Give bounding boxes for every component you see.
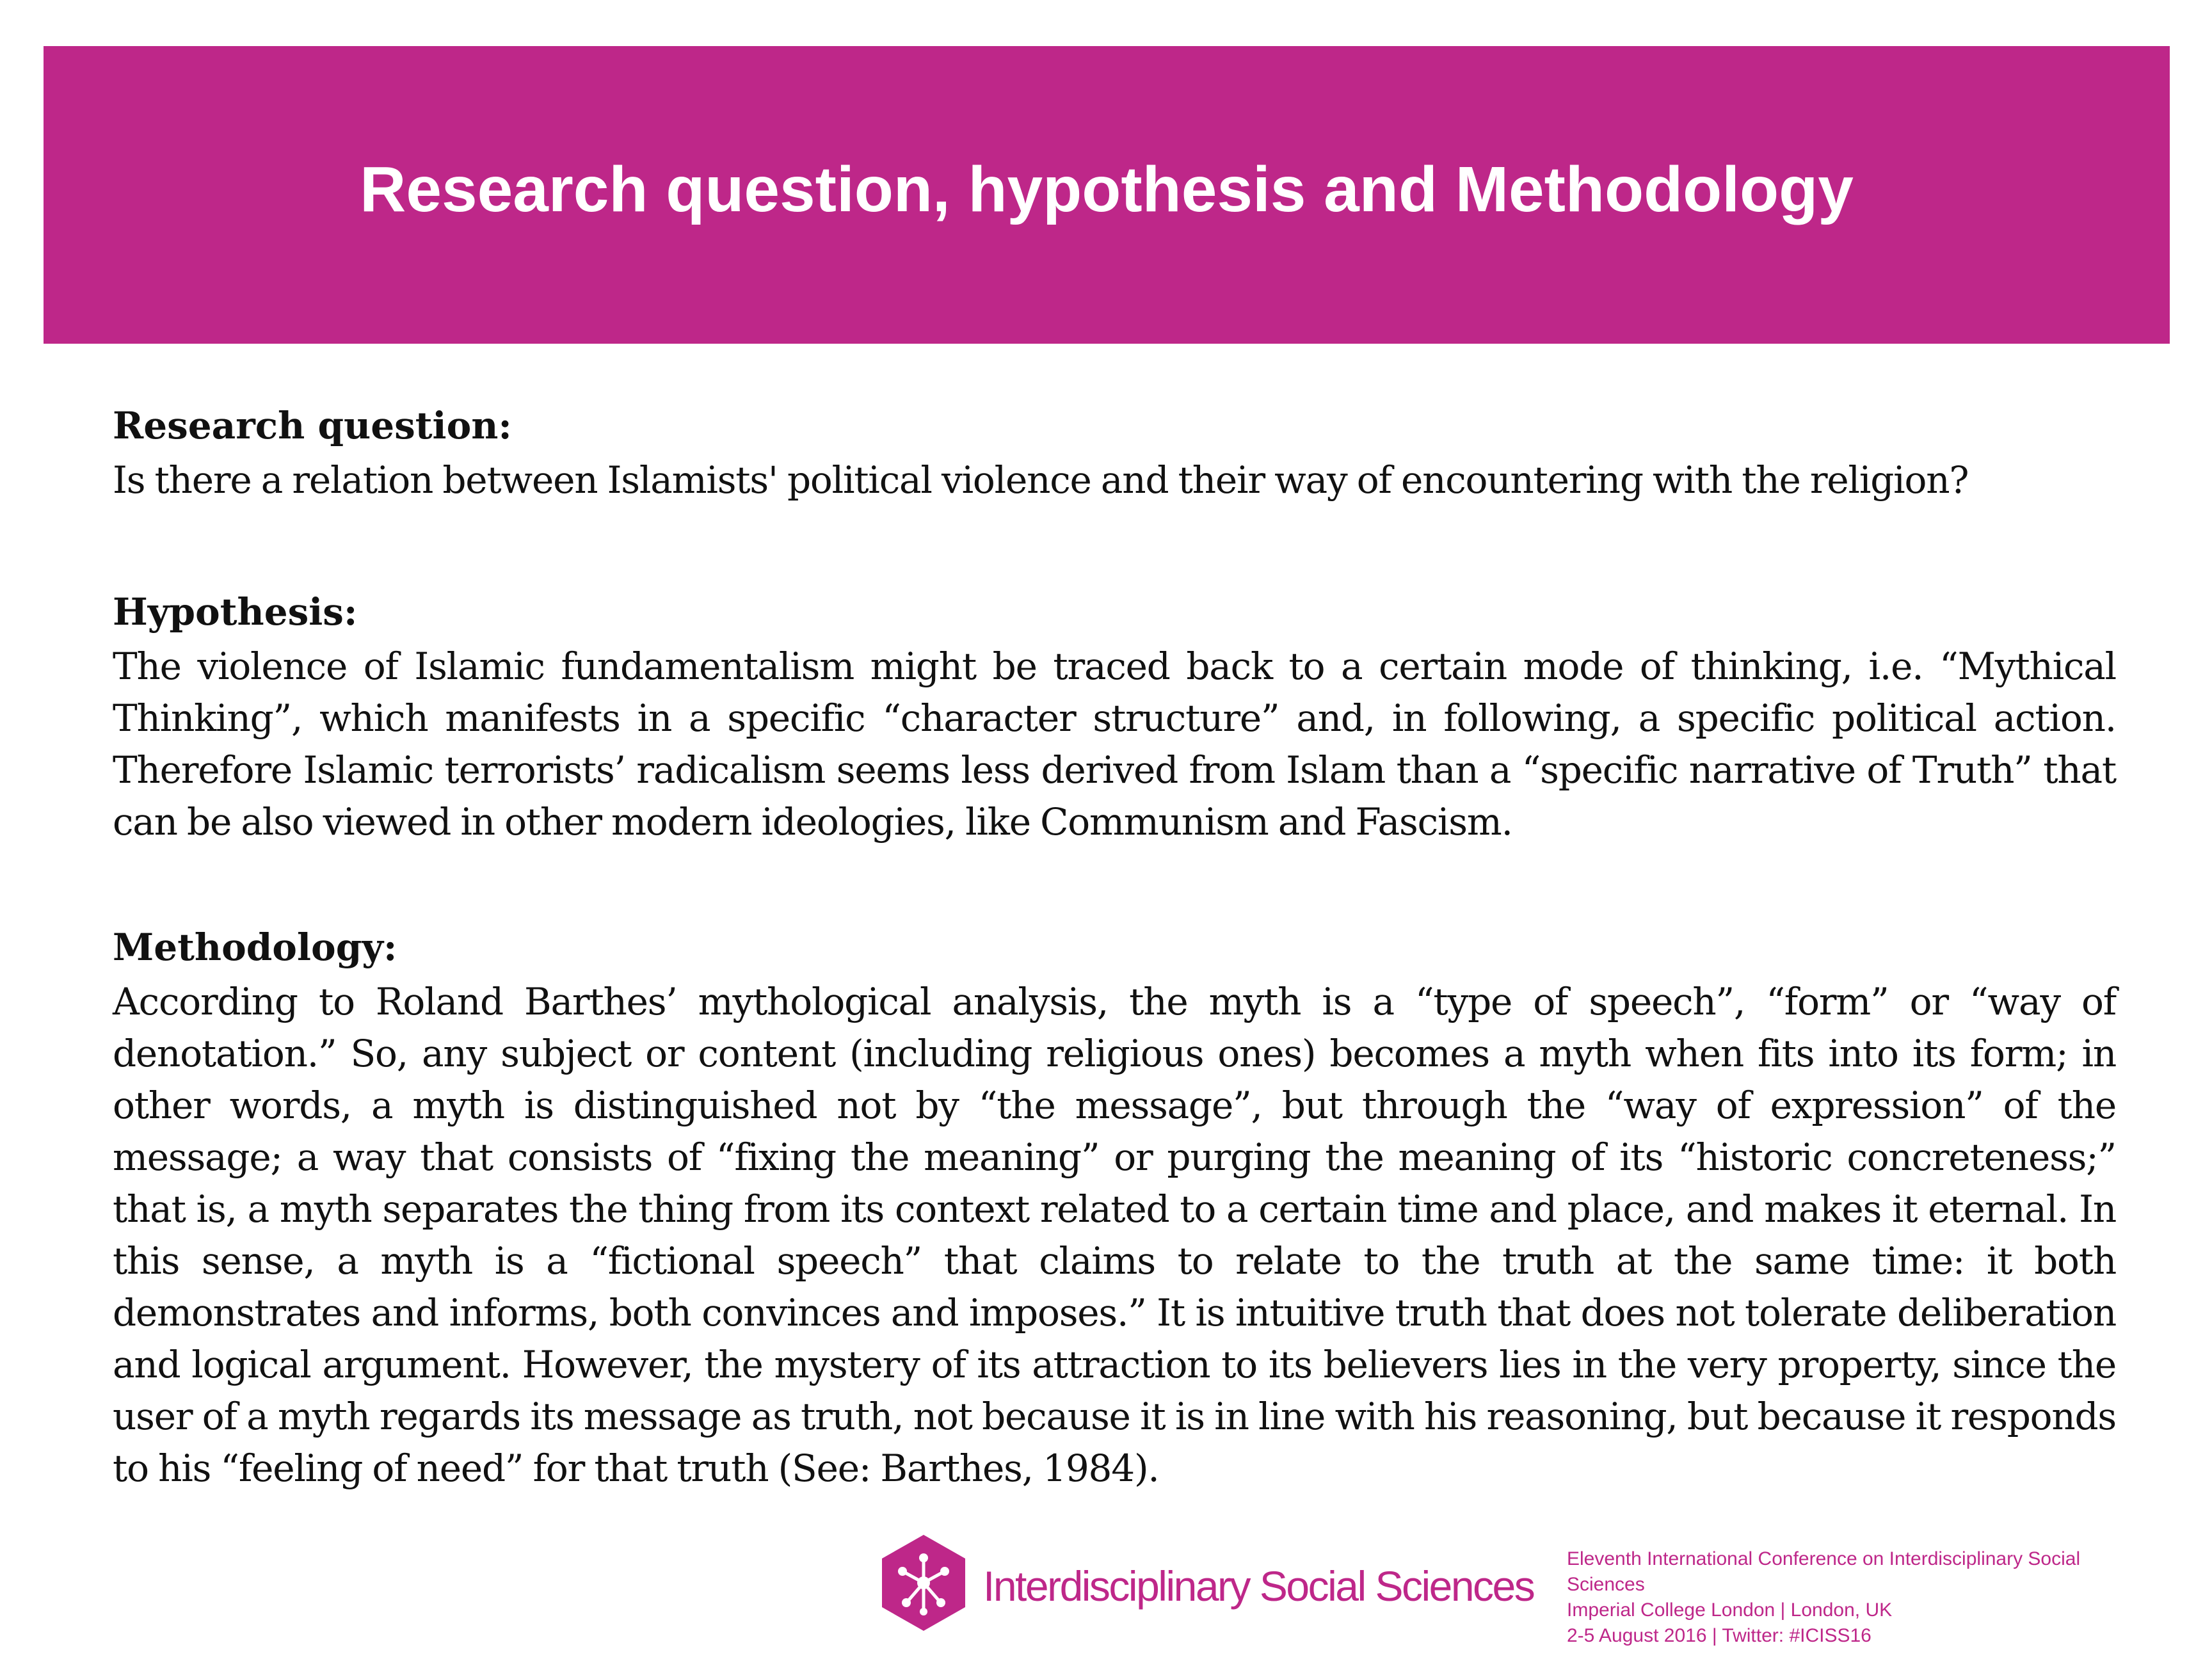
conference-info bbox=[1567, 1546, 2143, 1649]
network-hexagon-icon bbox=[882, 1535, 965, 1631]
research-question-heading: Research question: bbox=[113, 404, 512, 447]
hypothesis-heading: Hypothesis: bbox=[113, 590, 358, 634]
conference-dates: 2-5 August 2016 | Twitter: #ICISS16 bbox=[1567, 1625, 1871, 1646]
conference-title-line1: Eleventh International Conference on Interdisciplinary Social bbox=[1567, 1548, 2081, 1569]
slide-content bbox=[113, 397, 2116, 1495]
slide-title: Research question, hypothesis and Methodology bbox=[360, 154, 1854, 225]
methodology-section bbox=[113, 918, 2116, 1495]
research-question-section bbox=[113, 397, 2116, 506]
logo-text: Interdisciplinary Social Sciences bbox=[983, 1562, 1534, 1610]
footer bbox=[882, 1535, 2149, 1650]
title-banner bbox=[44, 46, 2170, 344]
methodology-text: According to Roland Barthes’ mythological analysis, the myth is a “type of speech”, “form” or “way of denotation.” So, any subject or content (including religious ones) becomes a myth when fits into its form; in other words, a myth is distinguished not by “the message”, but through the “way of expression” of the message; a way that consists of “fixing the meaning” or purging the meaning of its “historic concreteness;” that is, a myth separates the thing from its context related to a certain time and place, and makes it eternal. In this sense, a myth is a “fictional speech” that claims to relate to the truth at the same time: it both demonstrates and informs, both convinces and imposes.” It is intuitive truth that does not tolerate deliberation and logical argument. However, the mystery of its attraction to its believers lies in the very property, since the user of a myth regards its message as truth, not because it is in line with his reasoning, but because it responds to his “feeling of need” for that truth (See: Barthes, 1984). bbox=[113, 980, 2116, 1490]
research-question-text: Is there a relation between Islamists' political violence and their way of encountering with the religion? bbox=[113, 458, 1969, 502]
conference-title-line2: Sciences bbox=[1567, 1574, 1645, 1595]
methodology-heading: Methodology: bbox=[113, 926, 397, 969]
hypothesis-text: The violence of Islamic fundamentalism might be traced back to a certain mode of thinking, i.e. “Mythical Thinking”, which manifests in a specific “character structure” and, in following, a specific political action. Therefore Islamic terrorists’ radicalism seems less derived from Islam than a “specific narrative of Truth” that can be also viewed in other modern ideologies, like Communism and Fascism. bbox=[113, 645, 2116, 844]
conference-venue: Imperial College London | London, UK bbox=[1567, 1599, 1893, 1621]
hypothesis-section bbox=[113, 583, 2116, 848]
